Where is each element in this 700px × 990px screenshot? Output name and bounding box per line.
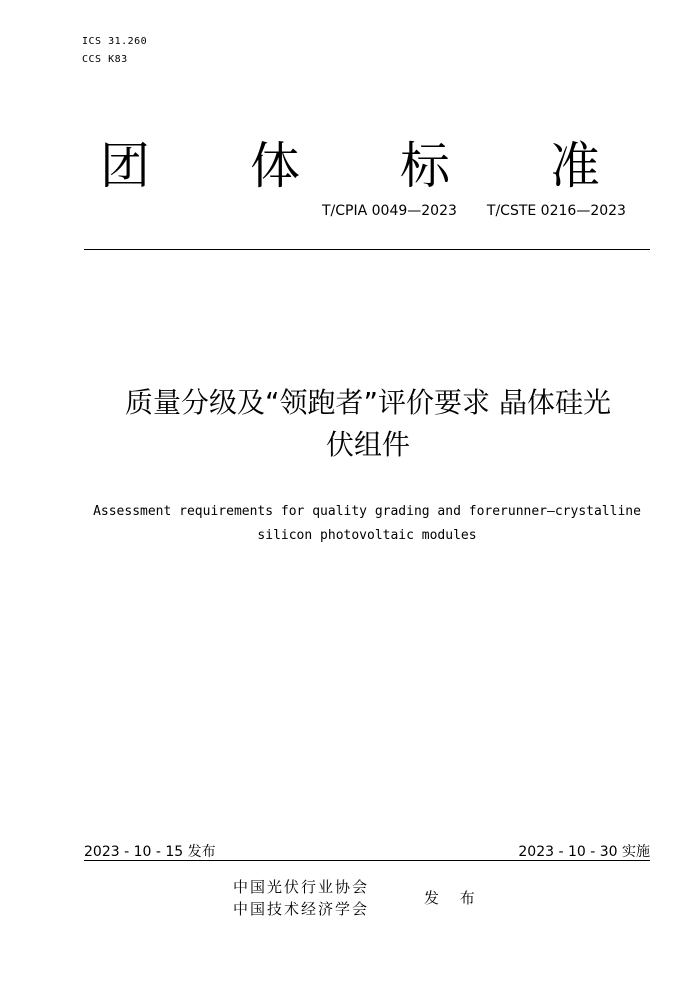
title-char-2: 体 bbox=[250, 137, 300, 195]
document-type-title bbox=[100, 136, 600, 196]
header-divider bbox=[84, 249, 650, 250]
title-char-3: 标 bbox=[400, 137, 450, 195]
title-char-4: 准 bbox=[550, 137, 600, 195]
ics-code: ICS 31.260 bbox=[82, 36, 148, 47]
publisher-list bbox=[233, 876, 369, 920]
publisher-cpia: 中国光伏行业协会 bbox=[233, 878, 370, 896]
title-char-1: 团 bbox=[100, 137, 150, 195]
issue-date: 2023 - 10 - 15 发布 bbox=[84, 844, 216, 860]
implementation-date: 2023 - 10 - 30 实施 bbox=[518, 844, 650, 860]
english-title-line-2: silicon photovoltaic modules bbox=[257, 528, 477, 543]
standard-code-cste: T/CSTE 0216—2023 bbox=[486, 203, 626, 219]
publisher-cste: 中国技术经济学会 bbox=[233, 900, 370, 918]
ccs-code: CCS K83 bbox=[82, 54, 128, 65]
english-title-line-1: Assessment requirements for quality grading and forerunner—crystalline bbox=[93, 504, 641, 519]
chinese-title-line-2: 伏组件 bbox=[325, 428, 410, 461]
date-row bbox=[84, 843, 650, 861]
english-title bbox=[70, 500, 664, 548]
chinese-title bbox=[80, 382, 656, 466]
standard-codes bbox=[322, 202, 626, 220]
standard-code-cpia: T/CPIA 0049—2023 bbox=[322, 203, 457, 219]
footer-divider bbox=[84, 860, 650, 861]
chinese-title-line-1: 质量分级及“领跑者”评价要求 晶体硅光 bbox=[125, 386, 611, 419]
publish-label: 发 布 bbox=[424, 889, 483, 907]
